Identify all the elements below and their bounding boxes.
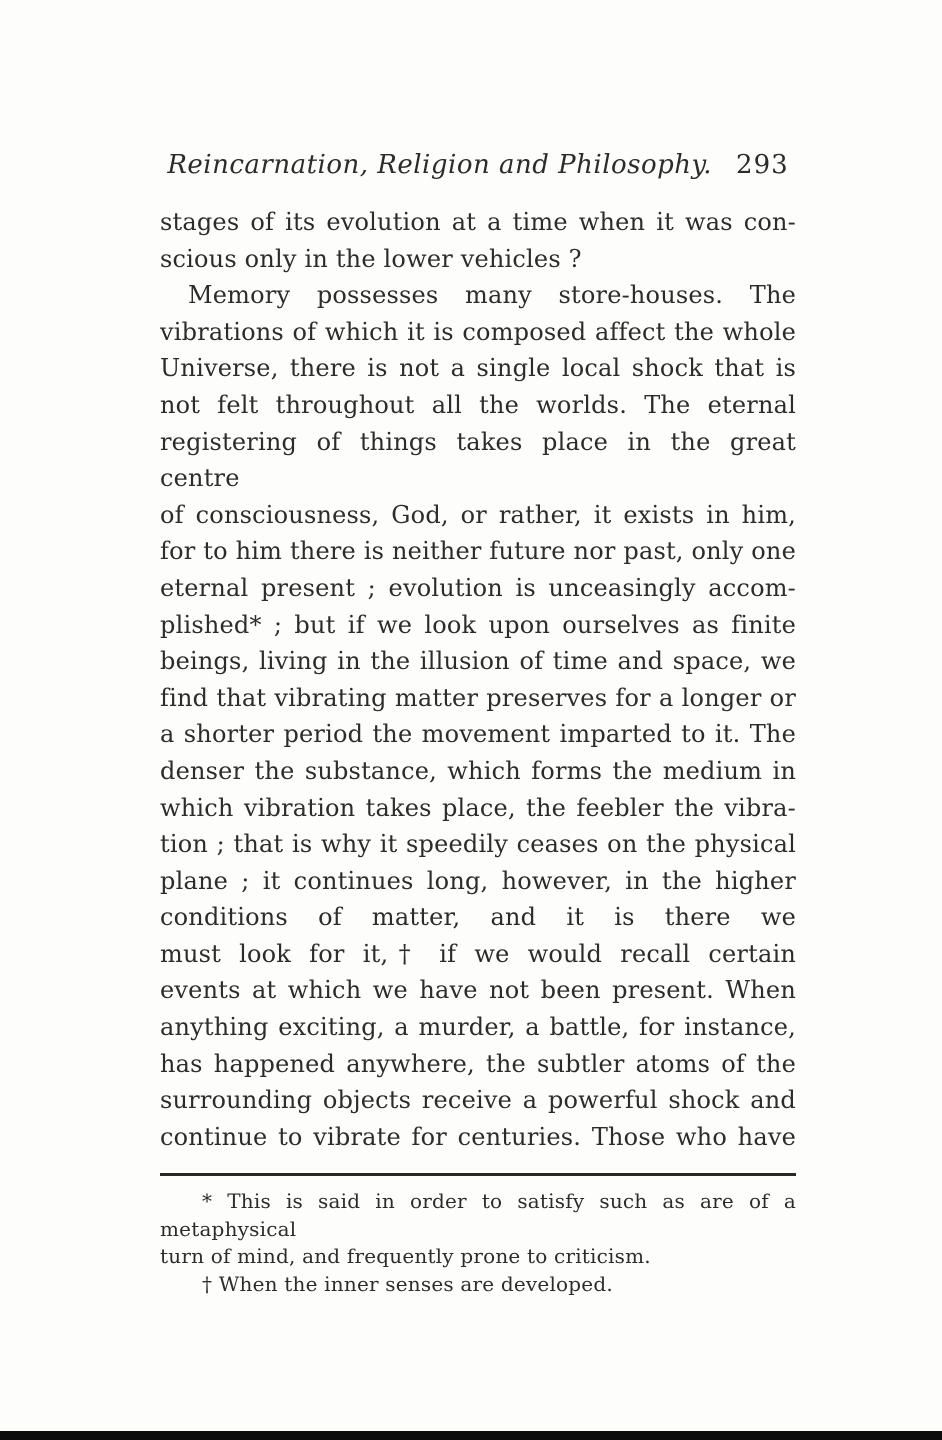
body-text-line: eternal present ; evolution is unceasingly accom- [160, 573, 796, 602]
body-text [160, 204, 796, 1155]
footnotes [160, 1188, 796, 1298]
page-content [160, 150, 796, 1298]
body-text-line: of consciousness, God, or rather, it exists in him, [160, 500, 796, 529]
body-text-line: plished* ; but if we look upon ourselves as finite [160, 610, 796, 639]
body-text-line: stages of its evolution at a time when it was con- [160, 208, 796, 236]
footnote-line: * This is said in order to satisfy such as are of a metaphysical [160, 1189, 796, 1241]
body-text-line: vibrations of which it is composed affect the whole [160, 317, 796, 346]
body-text-line: not felt throughout all the worlds. The eternal [160, 390, 796, 419]
footnote-block [160, 1173, 796, 1298]
body-text-line: plane ; it continues long, however, in the higher [160, 866, 796, 895]
body-text-line: tion ; that is why it speedily ceases on the physical [160, 830, 796, 859]
footnote-line: turn of mind, and frequently prone to criticism. [160, 1244, 651, 1269]
scan-edge-bottom [0, 1431, 942, 1440]
body-text-line: a shorter period the movement imparted to it. The [160, 720, 796, 749]
body-text-line: Memory possesses many store-houses. The [188, 281, 796, 310]
body-text-line: for to him there is neither future nor past, only one [160, 537, 796, 566]
body-text-line: find that vibrating matter preserves for a longer or [160, 683, 796, 712]
body-text-line: anything exciting, a murder, a battle, for instance, [160, 1013, 796, 1042]
running-header [160, 150, 796, 180]
body-text-line: conditions of matter, and it is there we [160, 903, 796, 932]
body-text-line: Universe, there is not a single local shock that is [160, 354, 796, 383]
body-text-line: must look for it,† if we would recall certain [160, 939, 796, 968]
body-text-line: registering of things takes place in the great centre [160, 427, 796, 493]
footnote-rule [160, 1173, 796, 1176]
body-text-line: beings, living in the illusion of time and space, we [160, 647, 796, 676]
body-text-line: scious only in the lower vehicles ? [160, 244, 582, 273]
body-text-line: surrounding objects receive a powerful shock and [160, 1086, 796, 1115]
body-text-line: denser the substance, which forms the medium in [160, 756, 796, 785]
body-text-line: events at which we have not been present. When [160, 976, 796, 1005]
header-title: Reincarnation, Religion and Philosophy. [167, 150, 713, 180]
body-text-line: continue to vibrate for centuries. Those who have [160, 1122, 796, 1151]
body-text-line: which vibration takes place, the feebler the vibra- [160, 793, 796, 822]
header-page-number: 293 [736, 150, 789, 180]
footnote-line: † When the inner senses are developed. [202, 1271, 613, 1296]
body-text-line: has happened anywhere, the subtler atoms of the [160, 1049, 796, 1078]
